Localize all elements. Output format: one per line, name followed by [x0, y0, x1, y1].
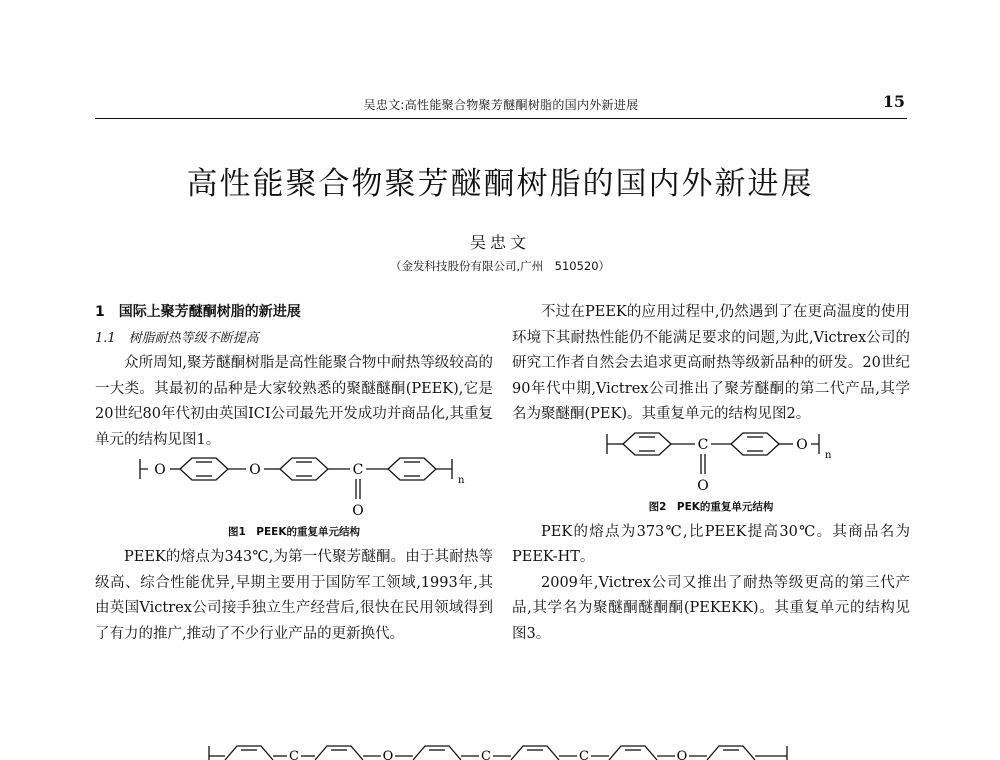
peek-structure-diagram	[104, 453, 484, 521]
carbonyl-oxygen-label: O	[697, 477, 709, 494]
paragraph-peek: PEEK的熔点为343℃,为第一代聚芳醚酮。由于其耐热等级高、综合性能优异,早期主要用于国防军工领域,1993年,其由英国Victrex公司接手独立生产经营后,很快在民用领域得到了有力的推广,推动了不少行业产品的更新换代。	[95, 549, 493, 642]
running-head	[95, 92, 907, 119]
carbonyl-oxygen-label: O	[352, 503, 364, 519]
ether-oxygen-label: O	[676, 749, 688, 760]
figure-2-caption: 图2 PEK的重复单元结构	[648, 500, 774, 513]
page-number: 15	[882, 92, 905, 111]
carbon-label: C	[579, 749, 589, 760]
right-column	[512, 300, 910, 647]
article-author: 吴忠文	[469, 233, 530, 252]
figure-2	[512, 428, 910, 520]
pek-structure-diagram	[561, 428, 861, 496]
author-affiliation: （金发科技股份有限公司,广州 510520）	[389, 259, 611, 273]
paragraph-pekekk: 2009年,Victrex公司又推出了耐热等级更高的第三代产品,其学名为聚醚酮醚酮酮(PEKEKK)。其重复单元的结构见图3。	[512, 574, 910, 642]
figure-1-caption: 图1 PEEK的重复单元结构	[228, 526, 360, 538]
pekekk-structure-diagram	[195, 738, 815, 760]
carbon-label: C	[289, 749, 299, 760]
figure-1	[95, 453, 493, 545]
left-column	[95, 300, 493, 647]
paragraph-pek: 不过在PEEK的应用过程中,仍然遇到了在更高温度的使用环境下其耐热性能仍不能满足要求的问题,为此,Victrex公司的研究工作者自然会去追求更高耐热等级新品种的研发。20世纪90年代中期,Victrex公司推出了聚芳醚酮的第二代产品,其学名为聚醚酮(PEK)。其重复单元的结构见图2。	[512, 304, 910, 422]
ether-oxygen-label: O	[382, 749, 394, 760]
carbon-label: C	[697, 436, 709, 453]
subsection-heading: 1.1 树脂耐热等级不断提高	[95, 330, 259, 346]
ether-oxygen-label: O	[249, 462, 261, 478]
paragraph-intro: 众所周知,聚芳醚酮树脂是高性能聚合物中耐热等级较高的一大类。其最初的品种是大家较熟悉的聚醚醚酮(PEEK),它是20世纪80年代初由英国ICI公司最先开发成功并商品化,其重复单元的结构见图1。	[95, 355, 493, 448]
section-heading: 1 国际上聚芳醚酮树脂的新进展	[95, 304, 301, 320]
ether-oxygen-label: O	[154, 462, 166, 478]
paragraph-pek-melting: PEK的熔点为373℃,比PEEK提高30℃。其商品名为PEEK-HT。	[512, 523, 910, 565]
carbon-label: C	[352, 462, 364, 478]
carbon-label: C	[481, 749, 491, 760]
running-head-title: 吴忠文:高性能聚合物聚芳醚酮树脂的国内外新进展	[363, 98, 639, 112]
repeat-subscript: n	[458, 475, 465, 486]
article-title: 高性能聚合物聚芳醚酮树脂的国内外新进展	[186, 166, 814, 202]
ether-oxygen-label: O	[796, 436, 808, 453]
repeat-subscript: n	[825, 449, 832, 461]
